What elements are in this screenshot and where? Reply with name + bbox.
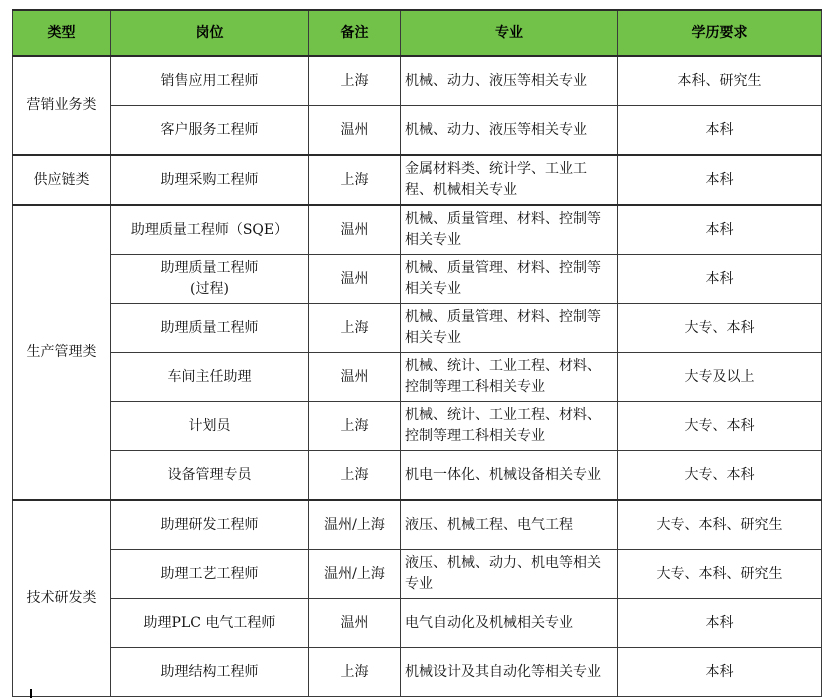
position-cell: 设备管理专员: [111, 451, 309, 501]
major-cell: 机械、质量管理、材料、控制等相关专业: [401, 205, 618, 255]
education-cell: 本科: [618, 599, 822, 648]
stray-mark: [30, 689, 32, 698]
major-cell: 液压、机械、动力、机电等相关专业: [401, 550, 618, 599]
location-cell: 温州/上海: [309, 550, 401, 599]
education-cell: 本科: [618, 106, 822, 156]
position-cell: 销售应用工程师: [111, 56, 309, 106]
education-cell: 大专、本科: [618, 304, 822, 353]
table-row: [13, 599, 822, 648]
major-cell: 机械、动力、液压等相关专业: [401, 56, 618, 106]
location-cell: 上海: [309, 304, 401, 353]
education-cell: 大专、本科: [618, 451, 822, 501]
education-cell: 本科: [618, 205, 822, 255]
major-cell: 机械设计及其自动化等相关专业: [401, 648, 618, 697]
table-header-row: [13, 10, 822, 56]
table-body: [13, 56, 822, 697]
position-cell: 助理质量工程师（SQE）: [111, 205, 309, 255]
major-cell: 机电一体化、机械设备相关专业: [401, 451, 618, 501]
location-cell: 上海: [309, 451, 401, 501]
location-cell: 上海: [309, 155, 401, 205]
location-cell: 上海: [309, 648, 401, 697]
major-cell: 机械、统计、工业工程、材料、控制等理工科相关专业: [401, 402, 618, 451]
position-cell: 助理研发工程师: [111, 500, 309, 550]
education-cell: 大专、本科: [618, 402, 822, 451]
location-cell: 上海: [309, 56, 401, 106]
position-cell: 助理质量工程师: [111, 304, 309, 353]
major-cell: 机械、质量管理、材料、控制等相关专业: [401, 255, 618, 304]
category-cell: 生产管理类: [13, 205, 111, 500]
position-cell: 助理质量工程师 (过程): [111, 255, 309, 304]
major-cell: 机械、统计、工业工程、材料、控制等理工科相关专业: [401, 353, 618, 402]
education-cell: 大专及以上: [618, 353, 822, 402]
position-cell: 车间主任助理: [111, 353, 309, 402]
table-row: [13, 304, 822, 353]
table-row: [13, 155, 822, 205]
table-row: [13, 402, 822, 451]
position-cell: 助理PLC 电气工程师: [111, 599, 309, 648]
column-header-position: 岗位: [111, 10, 309, 56]
major-cell: 机械、动力、液压等相关专业: [401, 106, 618, 156]
location-cell: 上海: [309, 402, 401, 451]
position-cell: 客户服务工程师: [111, 106, 309, 156]
location-cell: 温州: [309, 353, 401, 402]
table-row: [13, 56, 822, 106]
education-cell: 本科: [618, 648, 822, 697]
column-header-major: 专业: [401, 10, 618, 56]
position-cell: 助理采购工程师: [111, 155, 309, 205]
category-cell: 技术研发类: [13, 500, 111, 697]
table-row: [13, 451, 822, 501]
position-cell: 计划员: [111, 402, 309, 451]
location-cell: 温州: [309, 255, 401, 304]
table-row: [13, 255, 822, 304]
column-header-education: 学历要求: [618, 10, 822, 56]
table-row: [13, 550, 822, 599]
column-header-location: 备注: [309, 10, 401, 56]
table-row: [13, 353, 822, 402]
table-row: [13, 106, 822, 156]
major-cell: 液压、机械工程、电气工程: [401, 500, 618, 550]
education-cell: 大专、本科、研究生: [618, 500, 822, 550]
position-cell: 助理结构工程师: [111, 648, 309, 697]
location-cell: 温州: [309, 205, 401, 255]
table-row: [13, 648, 822, 697]
location-cell: 温州: [309, 106, 401, 156]
education-cell: 本科: [618, 255, 822, 304]
table-row: [13, 500, 822, 550]
column-header-category: 类型: [13, 10, 111, 56]
education-cell: 大专、本科、研究生: [618, 550, 822, 599]
recruitment-table: [12, 9, 822, 697]
category-cell: 供应链类: [13, 155, 111, 205]
major-cell: 金属材料类、统计学、工业工程、机械相关专业: [401, 155, 618, 205]
category-cell: 营销业务类: [13, 56, 111, 155]
recruitment-table-container: [12, 9, 822, 697]
major-cell: 机械、质量管理、材料、控制等相关专业: [401, 304, 618, 353]
education-cell: 本科、研究生: [618, 56, 822, 106]
location-cell: 温州/上海: [309, 500, 401, 550]
education-cell: 本科: [618, 155, 822, 205]
location-cell: 温州: [309, 599, 401, 648]
major-cell: 电气自动化及机械相关专业: [401, 599, 618, 648]
table-row: [13, 205, 822, 255]
position-cell: 助理工艺工程师: [111, 550, 309, 599]
